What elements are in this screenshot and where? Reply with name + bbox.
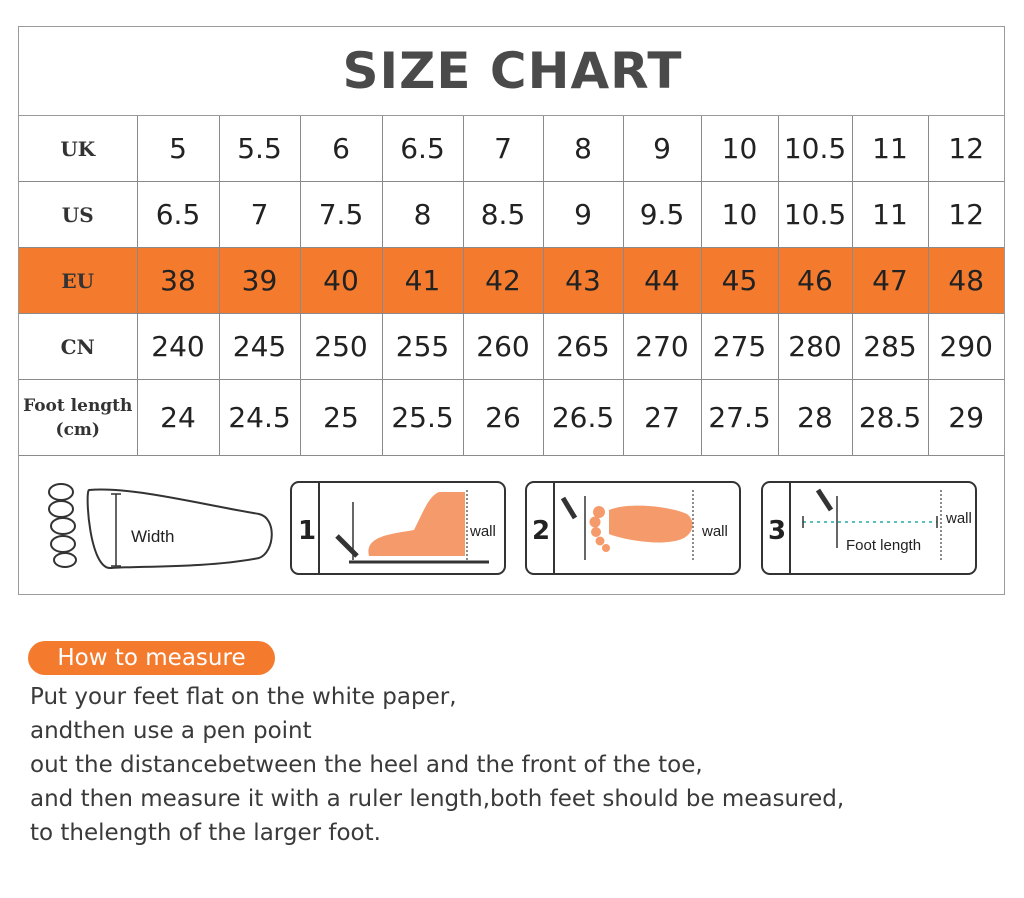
size-cell: 5 bbox=[137, 116, 219, 182]
size-cell: 10 bbox=[701, 182, 778, 248]
how-to-measure-badge bbox=[28, 641, 275, 675]
size-cell: 270 bbox=[623, 314, 701, 380]
size-row-foot-length bbox=[19, 380, 1004, 456]
size-cell: 6.5 bbox=[382, 116, 463, 182]
size-cell: 275 bbox=[701, 314, 778, 380]
size-cell: 290 bbox=[928, 314, 1004, 380]
size-cell: 11 bbox=[852, 116, 928, 182]
row-label-cn: CN bbox=[19, 314, 137, 380]
size-cell: 46 bbox=[778, 248, 852, 314]
size-cell: 9.5 bbox=[623, 182, 701, 248]
size-cell: 12 bbox=[928, 182, 1004, 248]
instruction-line: Put your feet flat on the white paper, bbox=[30, 684, 457, 710]
size-cell: 28.5 bbox=[852, 380, 928, 456]
step-2-wall-label: wall bbox=[702, 523, 728, 540]
size-cell: 45 bbox=[701, 248, 778, 314]
size-cell: 10.5 bbox=[778, 182, 852, 248]
size-row-eu bbox=[19, 248, 1004, 314]
size-cell: 12 bbox=[928, 116, 1004, 182]
size-cell: 26.5 bbox=[543, 380, 623, 456]
row-label-line: Foot length bbox=[23, 395, 133, 416]
size-cell: 39 bbox=[219, 248, 300, 314]
size-cell: 38 bbox=[137, 248, 219, 314]
size-cell: 40 bbox=[300, 248, 382, 314]
size-cell: 29 bbox=[928, 380, 1004, 456]
size-cell: 240 bbox=[137, 314, 219, 380]
size-cell: 250 bbox=[300, 314, 382, 380]
size-cell: 44 bbox=[623, 248, 701, 314]
row-label-uk: UK bbox=[19, 116, 137, 182]
step-1-number: 1 bbox=[298, 516, 317, 546]
width-label: Width bbox=[131, 527, 175, 546]
row-label-foot-length bbox=[19, 380, 137, 456]
step-3-diagram bbox=[762, 482, 976, 574]
size-cell: 26 bbox=[463, 380, 543, 456]
size-cell: 25 bbox=[300, 380, 382, 456]
foot-width-illustration bbox=[49, 484, 272, 568]
size-cell: 24.5 bbox=[219, 380, 300, 456]
size-cell: 285 bbox=[852, 314, 928, 380]
instruction-line: out the distancebetween the heel and the front of the toe, bbox=[30, 752, 703, 778]
size-cell: 8 bbox=[543, 116, 623, 182]
row-label-us: US bbox=[19, 182, 137, 248]
size-cell: 265 bbox=[543, 314, 623, 380]
step-1-diagram bbox=[291, 482, 505, 574]
size-cell: 255 bbox=[382, 314, 463, 380]
step-3-wall-label: wall bbox=[946, 510, 972, 527]
size-cell: 245 bbox=[219, 314, 300, 380]
size-cell: 43 bbox=[543, 248, 623, 314]
size-cell: 260 bbox=[463, 314, 543, 380]
measurement-diagrams bbox=[19, 456, 1004, 595]
size-row-us bbox=[19, 182, 1004, 248]
size-cell: 6.5 bbox=[137, 182, 219, 248]
size-cell: 5.5 bbox=[219, 116, 300, 182]
size-cell: 7 bbox=[463, 116, 543, 182]
step-1-wall-label: wall bbox=[470, 523, 496, 540]
step-2-number: 2 bbox=[532, 516, 551, 546]
size-row-uk bbox=[19, 116, 1004, 182]
size-cell: 9 bbox=[623, 116, 701, 182]
row-label-line: (cm) bbox=[55, 419, 100, 440]
size-cell: 8.5 bbox=[463, 182, 543, 248]
page-title: SIZE CHART bbox=[342, 42, 683, 100]
toe-icon bbox=[49, 484, 73, 500]
size-cell: 27.5 bbox=[701, 380, 778, 456]
instruction-line: and then measure it with a ruler length,both feet should be measured, bbox=[30, 786, 845, 812]
size-cell: 42 bbox=[463, 248, 543, 314]
size-cell: 9 bbox=[543, 182, 623, 248]
size-cell: 10.5 bbox=[778, 116, 852, 182]
size-cell: 25.5 bbox=[382, 380, 463, 456]
size-cell: 41 bbox=[382, 248, 463, 314]
size-cell: 48 bbox=[928, 248, 1004, 314]
size-cell: 7.5 bbox=[300, 182, 382, 248]
title-row bbox=[19, 27, 1004, 116]
size-cell: 7 bbox=[219, 182, 300, 248]
instruction-line: andthen use a pen point bbox=[30, 718, 312, 744]
size-cell: 47 bbox=[852, 248, 928, 314]
size-row-cn bbox=[19, 314, 1004, 380]
size-cell: 10 bbox=[701, 116, 778, 182]
row-label-eu: EU bbox=[19, 248, 137, 314]
foot-length-label: Foot length bbox=[846, 537, 922, 554]
size-cell: 11 bbox=[852, 182, 928, 248]
how-to-measure-label: How to measure bbox=[57, 645, 246, 671]
instruction-line: to thelength of the larger foot. bbox=[30, 820, 381, 846]
size-cell: 6 bbox=[300, 116, 382, 182]
size-cell: 24 bbox=[137, 380, 219, 456]
instructions bbox=[30, 680, 1010, 850]
size-table bbox=[19, 116, 1004, 456]
diagrams-svg bbox=[19, 456, 1004, 595]
step-3-number: 3 bbox=[768, 516, 787, 546]
size-cell: 280 bbox=[778, 314, 852, 380]
step-2-diagram bbox=[526, 482, 740, 574]
size-cell: 28 bbox=[778, 380, 852, 456]
size-cell: 27 bbox=[623, 380, 701, 456]
size-chart bbox=[18, 26, 1005, 595]
size-cell: 8 bbox=[382, 182, 463, 248]
